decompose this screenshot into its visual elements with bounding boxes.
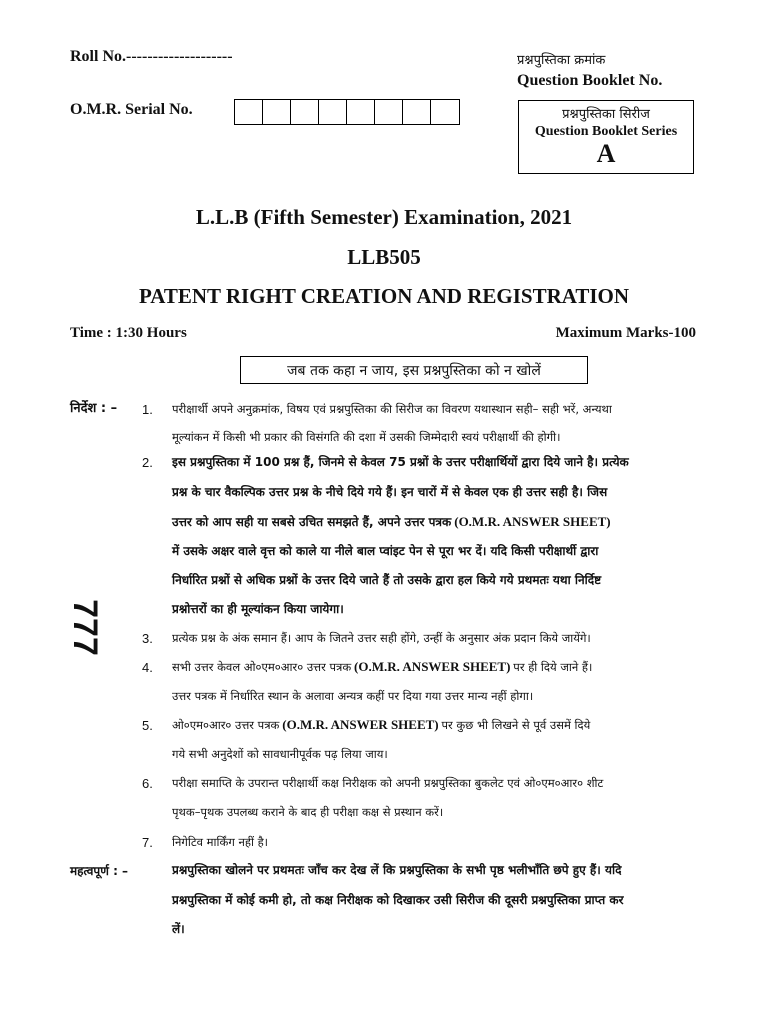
instruction-text <box>172 711 590 740</box>
instruction-text: प्रश्न के चार वैकल्पिक उत्तर प्रश्न के नीचे दिये गये हैं। इन चारों में से केवल एक ही उत्तर सही है। जिस <box>172 485 608 499</box>
booklet-number-label: Question Booklet No. <box>517 72 663 89</box>
omr-serial-boxes <box>234 99 460 125</box>
instructions-label: निर्देश : – <box>70 401 118 416</box>
roll-number-field: Roll No.-------------------- <box>70 48 233 65</box>
booklet-series-label: Question Booklet Series <box>534 124 678 139</box>
instruction-number: 3. <box>142 631 153 646</box>
important-text: प्रश्नपुस्तिका में कोई कमी हो, तो कक्ष निरीक्षक को दिखाकर उसी सिरीज की दूसरी प्रश्नपुस्तिका प्राप्त कर <box>172 893 624 907</box>
exam-title: L.L.B (Fifth Semester) Examination, 2021 <box>195 205 573 229</box>
omr-answer-sheet-text: (O.M.R. ANSWER SHEET) <box>282 717 439 732</box>
instruction-text: में उसके अक्षर वाले वृत्त को काले या नीले बाल प्वांइट पेन से पूरा भर दें। यदि किसी परीक्षार्थी द्वारा <box>172 544 599 558</box>
instruction-text-part: पर कुछ भी लिखने से पूर्व उसमें दिये <box>441 718 591 732</box>
instruction-text <box>172 508 611 536</box>
important-label: महत्वपूर्ण : – <box>70 864 129 878</box>
instruction-text: निर्धारित प्रश्नों से अधिक प्रश्नों के उत्तर दिये जाते हैं तो उसके द्वारा हल किये गये प्रथमतः यथा निर्दिष्ट <box>172 573 602 587</box>
important-text: लें। <box>172 922 185 936</box>
instruction-text: गये सभी अनुदेशों को सावधानीपूर्वक पढ़ लिया जाय। <box>172 747 388 761</box>
instruction-number: 2. <box>142 455 153 470</box>
instruction-text: परीक्षा समाप्ति के उपरान्त परीक्षार्थी कक्ष निरीक्षक को अपनी प्रश्नपुस्तिका बुकलेट एवं ओ०एम०आर० शीट <box>172 776 604 790</box>
omr-answer-sheet-text: (O.M.R. ANSWER SHEET) <box>354 659 511 674</box>
instruction-number: 5. <box>142 718 153 733</box>
instruction-number: 7. <box>142 835 153 850</box>
instruction-number: 6. <box>142 776 153 791</box>
booklet-series-hindi: प्रश्नपुस्तिका सिरीज <box>562 107 650 122</box>
instruction-text: इस प्रश्नपुस्तिका में 100 प्रश्न हैं, जिनमे से केवल 75 प्रश्नों के उत्तर परीक्षार्थियों द्वारा दिये जाने है। प्रत्येक <box>172 455 629 469</box>
instruction-text: प्रश्नोत्तरों का ही मूल्यांकन किया जायेगा। <box>172 602 344 616</box>
important-text: प्रश्नपुस्तिका खोलने पर प्रथमतः जाँच कर देख लें कि प्रश्नपुस्तिका के सभी पृष्ठ भलीभाँति छपे हुए हैं। यदि <box>172 863 622 877</box>
max-marks: Maximum Marks-100 <box>555 325 696 341</box>
booklet-series-box <box>518 100 694 174</box>
booklet-series-value: A <box>596 139 616 168</box>
instruction-text: मूल्यांकन में किसी भी प्रकार की विसंगति की दशा में उसकी जिम्मेदारी स्वयं परीक्षार्थी की होगी। <box>172 430 561 444</box>
instruction-text: उत्तर पत्रक में निर्धारित स्थान के अलावा अन्यत्र कहीं पर दिया गया उत्तर मान्य नहीं होगा। <box>172 689 534 703</box>
instruction-text-part: ओ०एम०आर० उत्तर पत्रक <box>172 718 280 732</box>
omr-serial-label: O.M.R. Serial No. <box>70 101 193 118</box>
booklet-number-hindi: प्रश्नपुस्तिका क्रमांक <box>517 53 606 68</box>
instruction-text: परीक्षार्थी अपने अनुक्रमांक, विषय एवं प्रश्नपुस्तिका की सिरीज का विवरण यथास्थान सही– सही भरें, अन्यथा <box>172 402 612 416</box>
exam-subject: PATENT RIGHT CREATION AND REGISTRATION <box>138 284 630 308</box>
instruction-text: निगेटिव मार्किंग नहीं है। <box>172 835 269 849</box>
instruction-number: 1. <box>142 402 153 417</box>
exam-code: LLB505 <box>347 245 421 269</box>
side-number: 777 <box>65 599 104 656</box>
instruction-number: 4. <box>142 660 153 675</box>
do-not-open-warning: जब तक कहा न जाय, इस प्रश्नपुस्तिका को न खोलें <box>240 356 588 384</box>
exam-time: Time : 1:30 Hours <box>70 325 187 341</box>
instruction-text-part: सभी उत्तर केवल ओ०एम०आर० उत्तर पत्रक <box>172 660 352 674</box>
instruction-text-part: उत्तर को आप सही या सबसे उचित समझते हैं, अपने उत्तर पत्रक <box>172 515 452 529</box>
omr-answer-sheet-text: (O.M.R. ANSWER SHEET) <box>454 514 611 529</box>
instruction-text <box>172 653 592 682</box>
instruction-text: पृथक–पृथक उपलब्ध कराने के बाद ही परीक्षा कक्ष से प्रस्थान करें। <box>172 805 444 819</box>
instruction-text: प्रत्येक प्रश्न के अंक समान हैं। आप के जितने उत्तर सही होंगे, उन्हीं के अनुसार अंक प्रदान किये जायेंगे। <box>172 631 591 645</box>
instruction-text-part: पर ही दिये जाने हैं। <box>513 660 593 674</box>
